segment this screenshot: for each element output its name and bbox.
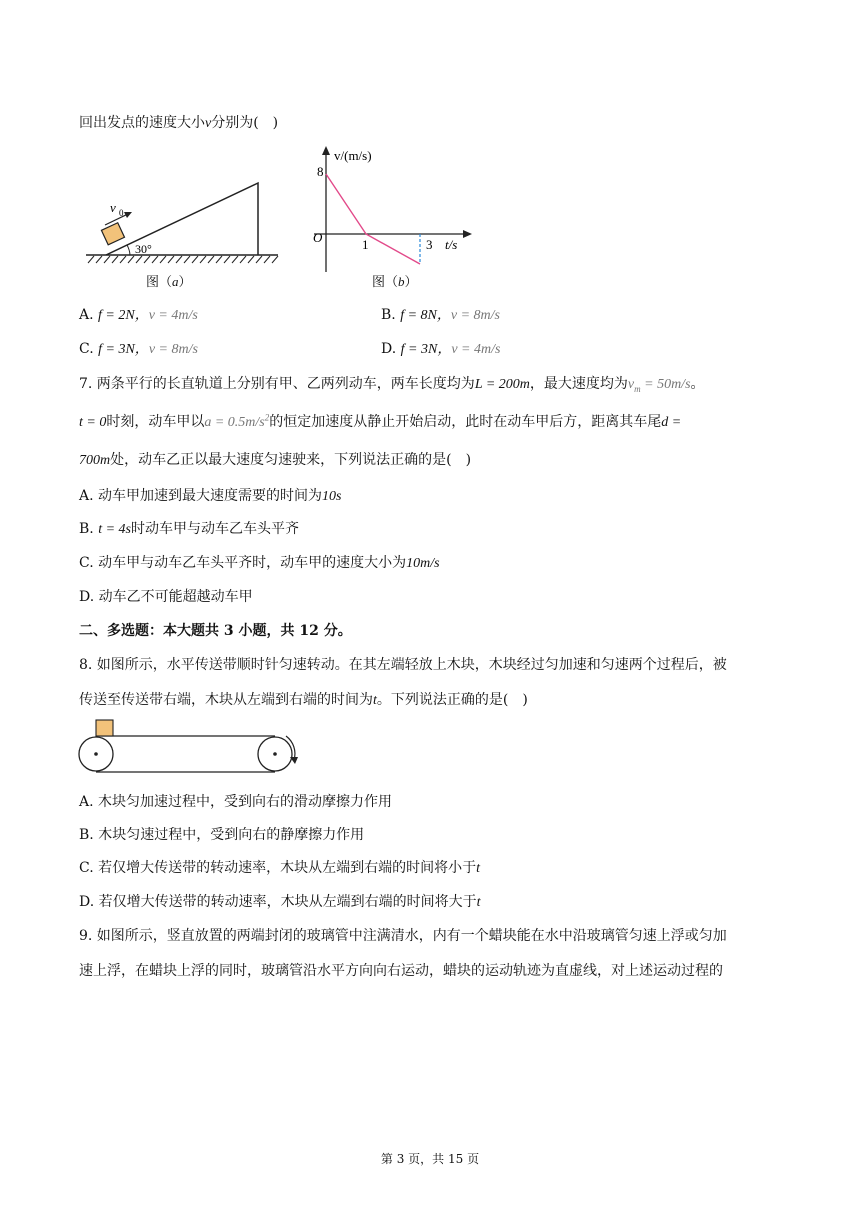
q7-stem-line1: 7. 两条平行的长直轨道上分别有甲、乙两列动车，两车长度均为L = 200m，最大速度均为$v_m = 50m/s$。	[79, 376, 705, 394]
section-2-heading: 二、多选题：本大题共 3 小题，共 12 分。	[79, 623, 352, 639]
q8-stem-line2: 传送至传送带右端，木块从左端到右端的时间为t。下列说法正确的是( )	[79, 692, 528, 708]
y-tick-8: 8	[317, 164, 324, 179]
q8-option-b[interactable]: B. 木块匀速过程中，受到向右的静摩擦力作用	[79, 827, 365, 843]
figure-b-caption: 图（b）	[372, 274, 418, 290]
q6-option-c[interactable]: C. f = 3N，v = 8m/s	[79, 341, 198, 357]
q6-option-d[interactable]: D. f = 3N，v = 4m/s	[381, 341, 501, 357]
figure-conveyor-belt	[76, 716, 306, 776]
q9-stem-line1: 9. 如图所示，竖直放置的两端封闭的玻璃管中注满清水，内有一个蜡块能在水中沿玻璃管匀速上浮或匀加	[79, 928, 727, 944]
q6-stem-tail: 回出发点的速度大小v分别为( )	[79, 115, 279, 131]
q8-option-a[interactable]: A. 木块匀加速过程中，受到向右的滑动摩擦力作用	[79, 794, 393, 810]
wood-block	[96, 720, 113, 736]
page-footer: 第 3 页，共 15 页	[380, 1152, 480, 1166]
q9-stem-line2: 速上浮，在蜡块上浮的同时，玻璃管沿水平方向向右运动，蜡块的运动轨迹为直虚线，对上述运动过程的	[79, 963, 723, 979]
q7-stem-line3: 700m处，动车乙正以最大速度匀速驶来，下列说法正确的是( )	[79, 452, 472, 468]
x-tick-1: 1	[362, 237, 369, 252]
figure-b-vt-graph	[306, 142, 476, 277]
q7-option-a[interactable]: A. 动车甲加速到最大速度需要的时间为10s	[79, 488, 342, 504]
q7-option-b[interactable]: B. t = 4s时动车甲与动车乙车头平齐	[79, 521, 299, 537]
y-axis-label: v/(m/s)	[334, 148, 372, 163]
x-tick-3: 3	[426, 237, 433, 252]
q7-option-c[interactable]: C. 动车甲与动车乙车头平齐时，动车甲的速度大小为10m/s	[79, 555, 440, 571]
q6-option-a[interactable]: A. f = 2N，v = 4m/s	[79, 307, 198, 323]
q8-option-d[interactable]: D. 若仅增大传送带的转动速率，木块从左端到右端的时间将大于t	[79, 894, 481, 910]
q8-stem-line1: 8. 如图所示，水平传送带顺时针匀速转动。在其左端轻放上木块，木块经过匀加速和匀速两个过程后，被	[79, 657, 727, 673]
q7-stem-line2: t = 0时刻，动车甲以$a = 0.5m/s^2$的恒定加速度从静止开始启动，此时在动车甲后方，距离其车尾d =	[79, 412, 682, 430]
v0-sub: 0	[119, 208, 124, 218]
angle-label: 30°	[135, 242, 152, 256]
q8-option-c[interactable]: C. 若仅增大传送带的转动速率，木块从左端到右端的时间将小于t	[79, 860, 481, 876]
block	[101, 223, 124, 245]
q6-option-b[interactable]: B. f = 8N，v = 8m/s	[381, 307, 500, 323]
velocity-curve	[326, 174, 420, 264]
x-axis-label: t/s	[445, 237, 458, 252]
v0-label: v	[110, 200, 116, 215]
q7-option-d[interactable]: D. 动车乙不可能超越动车甲	[79, 589, 253, 605]
figure-a-caption: 图（a）	[146, 274, 192, 290]
origin-label: O	[313, 230, 323, 245]
